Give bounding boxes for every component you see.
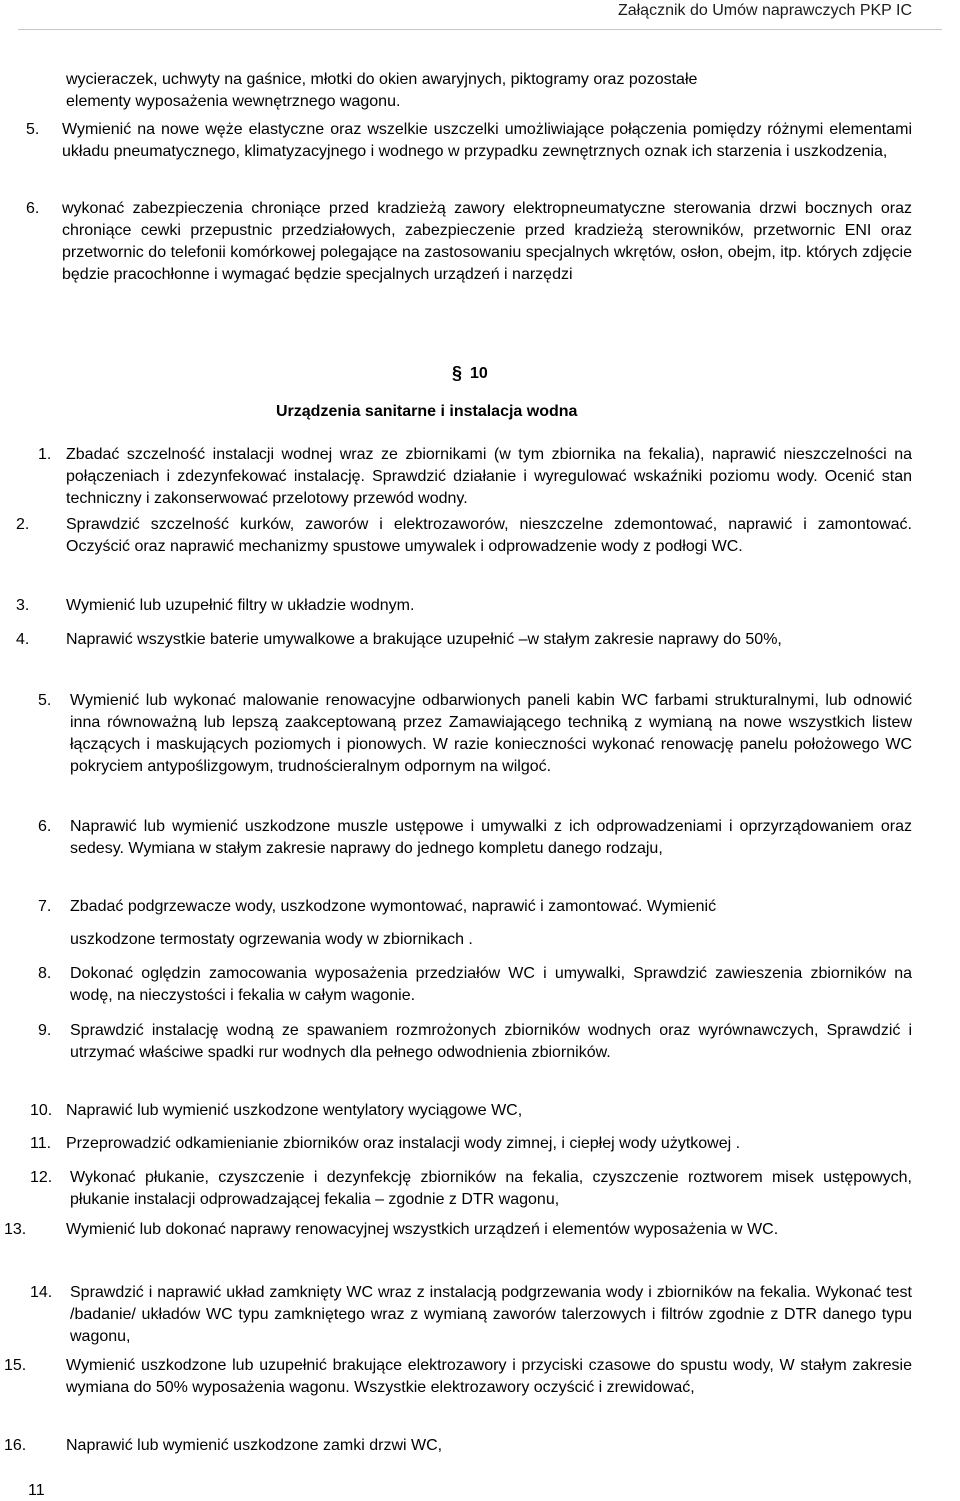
document-title: Załącznik do Umów naprawczych PKP IC bbox=[617, 2, 912, 19]
list-item bbox=[16, 595, 912, 617]
list-item bbox=[30, 929, 912, 951]
list-item-number: 3. bbox=[16, 597, 30, 614]
list-item bbox=[4, 1219, 912, 1263]
list-item-number: 1. bbox=[38, 446, 52, 463]
list-item bbox=[30, 444, 912, 510]
list-item bbox=[16, 514, 912, 580]
list-item-number: 11. bbox=[30, 1135, 52, 1152]
list-item-number: 5. bbox=[26, 121, 40, 138]
list-item-text: wykonać zabezpieczenia chroniące przed kradzieżą zawory elektropneumatyczne sterowania drzwi bocznych oraz chroniące cewki przepustnic przedziałowych, zabezpieczenie przed kradzieżą sterowników, przetwornic ENI oraz przetwornic do telefonii komórkowej polegające na zastosowaniu specjalnych wkrętów, osłon, obejm, itp. których zdjęcie będzie pracochłonne i wymagać będzie specjalnych urządzeń i narzędzi bbox=[62, 200, 912, 283]
section-symbol: § bbox=[452, 363, 463, 383]
list-item-text: Zbadać podgrzewacze wody, uszkodzone wymontować, naprawić i zamontować. Wymienić bbox=[70, 898, 717, 915]
list-item-text: Przeprowadzić odkamienianie zbiorników oraz instalacji wody zimnej, i ciepłej wody użytkowej . bbox=[66, 1135, 741, 1152]
list-item-text: uszkodzone termostaty ogrzewania wody w zbiornikach . bbox=[70, 931, 473, 948]
section-number: 10 bbox=[470, 365, 488, 382]
list-item-text: Wymienić lub uzupełnić filtry w układzie wodnym. bbox=[66, 597, 415, 614]
list-item-text: Wymienić lub dokonać naprawy renowacyjnej wszystkich urządzeń i elementów wyposażenia w WC. bbox=[66, 1221, 779, 1238]
list-item bbox=[30, 1020, 912, 1086]
list-item bbox=[30, 1167, 912, 1211]
list-item-text: Naprawić lub wymienić uszkodzone zamki drzwi WC, bbox=[66, 1437, 443, 1454]
list-item-number: 15. bbox=[4, 1357, 27, 1374]
list-item-text: Wymienić uszkodzone lub uzupełnić brakujące elektrozawory i przyciski czasowe do spustu wody, W stałym zakresie wymiana do 50% wyposażenia wagonu. Wszystkie elektrozawory oczyścić i zrewidować, bbox=[66, 1357, 912, 1396]
list-item bbox=[30, 1282, 912, 1348]
list-item-number: 6. bbox=[38, 818, 52, 835]
list-item bbox=[24, 119, 912, 185]
list-item bbox=[30, 690, 912, 800]
list-item bbox=[30, 1133, 912, 1155]
list-item-text: Wymienić na nowe węże elastyczne oraz wszelkie uszczelki umożliwiające połączenia pomiędzy różnymi elementami układu pneumatycznego, klimatyzacyjnego i wodnego w przypadku zewnętrznych oznak ich starzenia i uszkodzenia, bbox=[62, 121, 912, 160]
list-item-number: 6. bbox=[26, 200, 40, 217]
list-item-text: Naprawić lub wymienić uszkodzone muszle ustępowe i umywalki z ich odprowadzeniami i oprzyrządowaniem oraz sedesy. Wymiana w stałym zakresie naprawy do jednego kompletu danego rodzaju, bbox=[70, 818, 912, 857]
list-item-text: Sprawdzić szczelność kurków, zaworów i elektrozaworów, nieszczelne zdemontować, naprawić i zamontować. Oczyścić oraz naprawić mechanizmy spustowe umywalek i odprowadzenie wody z podłogi WC. bbox=[66, 516, 912, 555]
list-item-number: 9. bbox=[38, 1022, 52, 1039]
list-item-text: Naprawić lub wymienić uszkodzone wentylatory wyciągowe WC, bbox=[66, 1102, 523, 1119]
continuation-line-1: wycieraczek, uchwyty na gaśnice, młotki do okien awaryjnych, piktogramy oraz pozostałe bbox=[66, 71, 698, 88]
header-divider bbox=[18, 29, 942, 30]
list-item-text: Zbadać szczelność instalacji wodnej wraz ze zbiornikami (w tym zbiornika na fekalia), naprawić nieszczelności na połączeniach i zdezynfekować instalację. Sprawdzić działanie i wyregulować wskaźniki poziomu wody. Ocenić stan techniczny i zakonserwować przelotowy przewód wodny. bbox=[66, 446, 912, 507]
list-item-number: 4. bbox=[16, 631, 30, 648]
list-item bbox=[4, 1355, 912, 1421]
list-item bbox=[30, 1100, 912, 1122]
section-title: Urządzenia sanitarne i instalacja wodna bbox=[276, 403, 578, 420]
list-item-number: 5. bbox=[38, 692, 52, 709]
page-number: 11 bbox=[28, 1482, 45, 1499]
list-item-number: 8. bbox=[38, 965, 52, 982]
list-item-number: 7. bbox=[38, 898, 52, 915]
list-item bbox=[16, 629, 912, 673]
list-item-text: Sprawdzić instalację wodną ze spawaniem rozmrożonych zbiorników wodnych oraz wyrównawczych, Sprawdzić i utrzymać właściwe spadki rur wodnych dla pełnego odwodnienia zbiorników. bbox=[70, 1022, 912, 1061]
list-item bbox=[30, 816, 912, 882]
list-item-text: Dokonać oględzin zamocowania wyposażenia przedziałów WC i umywalki, Sprawdzić zawieszenia zbiorników na wodę, na nieczystości i fekalia w całym wagonie. bbox=[70, 965, 912, 1004]
list-item-number: 2. bbox=[16, 516, 30, 533]
list-item-number: 12. bbox=[30, 1169, 53, 1186]
list-item bbox=[4, 1435, 912, 1457]
continuation-line-2: elementy wyposażenia wewnętrznego wagonu. bbox=[66, 93, 401, 110]
list-item-text: Wykonać płukanie, czyszczenie i dezynfekcję zbiorników na fekalia, czyszczenie roztworem misek ustępowych, płukanie instalacji odprowadzającej fekalia – zgodnie z DTR wagonu, bbox=[70, 1169, 912, 1208]
list-item-number: 14. bbox=[30, 1284, 53, 1301]
list-item-text: Wymienić lub wykonać malowanie renowacyjne odbarwionych paneli kabin WC farbami strukturalnymi, lub odnowić inna równoważną lub lepszą zaakceptowaną przez Zamawiającego techniką z wymianą na nowe wszystkich listew łączących i maskujących poziomych i pionowych. W razie konieczności wykonać renowację panelu położowego WC pokryciem antypoślizgowym, trudnościeralnym odpornym na wilgoć. bbox=[70, 692, 912, 775]
list-item-number: 13. bbox=[4, 1221, 27, 1238]
list-item-number: 16. bbox=[4, 1437, 27, 1454]
list-item-text: Sprawdzić i naprawić układ zamknięty WC wraz z instalacją podgrzewania wody i zbiorników na fekalia. Wykonać test /badanie/ układów WC typu zamkniętego wraz z wymianą zaworów talerzowych i filtrów zgodnie z DTR danego typu wagonu, bbox=[70, 1284, 912, 1345]
list-item bbox=[30, 896, 912, 918]
list-item bbox=[24, 198, 912, 308]
list-item-number: 10. bbox=[30, 1102, 53, 1119]
list-item-text: Naprawić wszystkie baterie umywalkowe a brakujące uzupełnić –w stałym zakresie naprawy do 50%, bbox=[66, 631, 782, 648]
list-item bbox=[30, 963, 912, 1007]
